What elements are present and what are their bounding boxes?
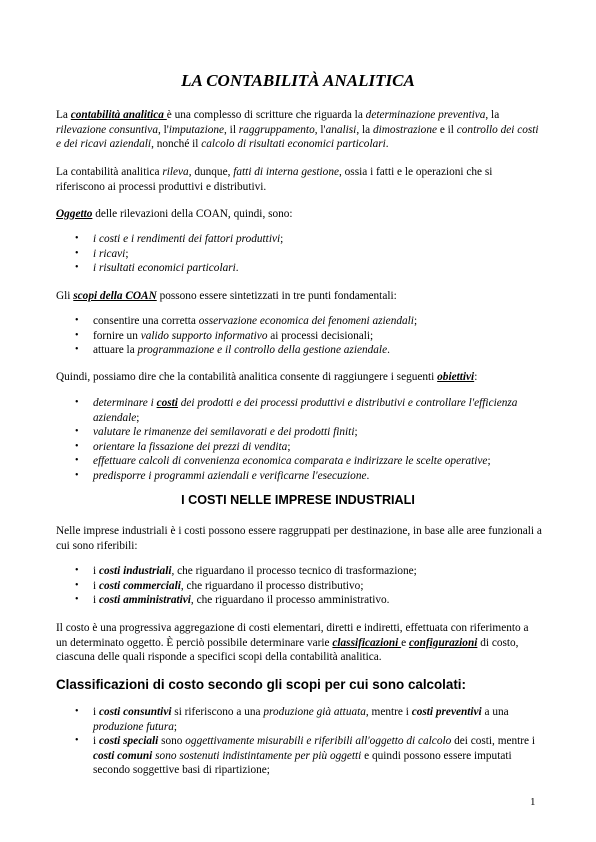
text-run: sono sostenuti indistintamente per più oggetti — [155, 749, 362, 762]
industrial-paragraph — [56, 524, 542, 553]
text-run: ; — [487, 455, 491, 468]
text-run: Gli — [56, 290, 74, 302]
text-run: sono — [158, 735, 186, 748]
text-run: costi — [156, 397, 178, 409]
text-run: . — [385, 138, 389, 151]
text-run: , l' — [157, 123, 169, 136]
list-item — [56, 705, 542, 734]
text-run: i — [93, 579, 99, 592]
text-run: costi commerciali — [98, 579, 181, 592]
text-run: e quindi possono essere imputati secondo soggettive basi di ripartizione; — [93, 749, 512, 777]
list-item — [56, 579, 542, 594]
list-item — [56, 247, 542, 262]
scopes-list — [56, 314, 542, 358]
text-run: costi comuni — [93, 749, 153, 762]
text-run: fornire un — [93, 329, 141, 342]
text-run: ; — [287, 440, 291, 453]
text-run: , dunque, — [188, 166, 234, 178]
list-item — [56, 329, 542, 344]
text-run: fatti di interna gestione — [233, 166, 339, 178]
list-item — [56, 396, 542, 425]
text-run: classificazioni — [332, 636, 402, 649]
text-run: Nelle imprese industriali è i costi possono essere raggruppati per destinazione, in base alle aree funzionali a cui sono riferibili: — [56, 525, 542, 552]
text-run: configurazioni — [408, 636, 478, 649]
text-run: costi speciali — [98, 735, 159, 748]
page-number: 1 — [530, 796, 536, 808]
text-run: i risultati economici particolari — [93, 262, 236, 275]
object-paragraph — [56, 207, 542, 222]
list-item — [56, 454, 542, 469]
text-run: . — [366, 469, 370, 482]
coan-facts-paragraph — [56, 165, 542, 194]
text-run: dimostrazione — [372, 123, 437, 136]
text-run: costi preventivi — [411, 706, 482, 718]
text-run: a una — [481, 706, 509, 718]
text-run: si riferiscono a una — [171, 706, 264, 718]
text-run: costi amministrativi — [98, 594, 191, 607]
text-run: e — [401, 636, 409, 649]
text-run: produzione già attuata — [263, 706, 366, 718]
text-run: dei costi, mentre i — [451, 735, 536, 748]
section-heading-costs: I COSTI NELLE IMPRESE INDUSTRIALI — [181, 493, 415, 507]
text-run: possono essere sintetizzati in tre punti fondamentali: — [156, 290, 397, 302]
list-item — [56, 440, 542, 455]
list-item — [56, 564, 542, 579]
text-run: delle rilevazioni della COAN, quindi, sono: — [92, 208, 293, 220]
text-run: , la — [485, 109, 500, 121]
text-run: costi consuntivi — [98, 706, 172, 718]
text-run: controllo dei costi e dei ricavi aziendali — [56, 123, 539, 151]
text-run: ; — [413, 315, 418, 327]
text-run: , mentre i — [365, 706, 412, 718]
text-run: ; — [125, 247, 129, 260]
section-heading-classifications: Classificazioni di costo secondo gli scopi per cui sono calcolati: — [56, 677, 466, 692]
cost-aggregation-paragraph — [56, 621, 542, 665]
text-run: valutare le rimanenze dei semilavorati e dei prodotti finiti — [93, 426, 355, 439]
text-run: La — [56, 109, 71, 121]
text-run: analisi — [325, 123, 357, 136]
text-run: ; — [354, 426, 358, 439]
list-item — [56, 261, 542, 276]
text-run: , il — [224, 123, 239, 136]
text-run: . — [235, 262, 239, 275]
list-item — [56, 232, 542, 247]
text-run: , la — [356, 123, 373, 136]
list-item — [56, 314, 542, 329]
text-run: rilevazione consuntiva — [56, 123, 158, 136]
text-run: produzione futura — [93, 720, 174, 733]
text-run: raggruppamento — [238, 123, 315, 136]
text-run: osservazione economica dei fenomeni aziendali — [198, 315, 414, 327]
text-run: , che riguardano il processo distributivo; — [180, 579, 364, 592]
text-run: programmazione e il controllo della gestione aziendale — [137, 344, 388, 357]
list-item — [56, 469, 542, 484]
text-run: di costo, ciascuna delle quali risponde a specifici scopi della contabilità analitica. — [56, 636, 519, 664]
text-run: attuare la — [93, 344, 138, 357]
text-run: i — [93, 565, 99, 577]
object-list — [56, 232, 542, 276]
text-run: rileva — [162, 166, 189, 178]
text-run: obiettivi — [437, 371, 475, 383]
text-run: ; — [173, 720, 178, 733]
text-run: , che riguardano il processo tecnico di trasformazione; — [171, 565, 417, 577]
list-item — [56, 734, 542, 778]
text-run: i — [93, 735, 99, 748]
text-run: i — [93, 706, 99, 718]
text-run: i ricavi — [93, 247, 126, 260]
text-run: i costi e i rendimenti dei fattori produttivi — [93, 233, 281, 245]
classifications-list — [56, 705, 542, 778]
text-run: Oggetto — [56, 208, 93, 220]
text-run: , che riguardano il processo amministrativo. — [190, 594, 390, 607]
text-run: dei prodotti e dei processi produttivi e distributivi e controllare l'efficienza aziendale — [93, 397, 518, 424]
text-run: , l' — [314, 123, 326, 136]
text-run: , ossia i fatti e le operazioni che si riferiscono ai processi produttivi e distributivi. — [56, 166, 493, 193]
objectives-list — [56, 396, 542, 484]
text-run: valido supporto informativo — [140, 329, 268, 342]
text-run: calcolo di risultati economici particolari — [201, 138, 386, 151]
text-run: costi industriali — [98, 565, 172, 577]
text-run: e il — [437, 123, 457, 136]
text-run: determinare i — [93, 397, 157, 409]
text-run: consentire una corretta — [93, 315, 199, 327]
text-run: scopi della COAN — [73, 290, 157, 302]
text-run: oggettivamente misurabili e riferibili all'oggetto di calcolo — [185, 735, 452, 748]
text-run: i — [93, 594, 99, 607]
list-item — [56, 425, 542, 440]
text-run: ; — [136, 411, 140, 424]
text-run: predisporre i programmi aziendali e verificarne l'esecuzione — [93, 469, 367, 482]
text-run: ai processi decisionali; — [267, 329, 374, 342]
text-run: . — [387, 344, 390, 357]
text-run: orientare la fissazione dei prezzi di vendita — [93, 440, 288, 453]
scopes-paragraph — [56, 289, 542, 304]
text-run: determinazione preventiva — [365, 109, 486, 121]
text-run: imputazione — [168, 123, 225, 136]
text-run: è una complesso di scritture che riguarda la — [166, 109, 366, 121]
page-title: LA CONTABILITÀ ANALITICA — [181, 71, 415, 90]
intro-paragraph — [56, 108, 542, 152]
text-run: ; — [280, 233, 284, 245]
cost-destination-list — [56, 564, 542, 608]
text-run: : — [474, 371, 478, 383]
text-run: Quindi, possiamo dire che la contabilità analitica consente di raggiungere i seguenti — [56, 371, 438, 383]
text-run: contabilità analitica — [70, 109, 167, 121]
text-run: effettuare calcoli di convenienza economica comparata e indirizzare le scelte operative — [93, 455, 488, 468]
text-run: La contabilità analitica — [56, 166, 163, 178]
list-item — [56, 343, 542, 358]
objectives-paragraph — [56, 370, 542, 385]
text-run: Il costo è una progressiva aggregazione di costi elementari, diretti e indiretti, effettuata con riferimento a un determinato oggetto. È perciò possibile determinare varie — [56, 622, 529, 649]
list-item — [56, 593, 542, 608]
text-run: , nonché il — [151, 138, 202, 151]
